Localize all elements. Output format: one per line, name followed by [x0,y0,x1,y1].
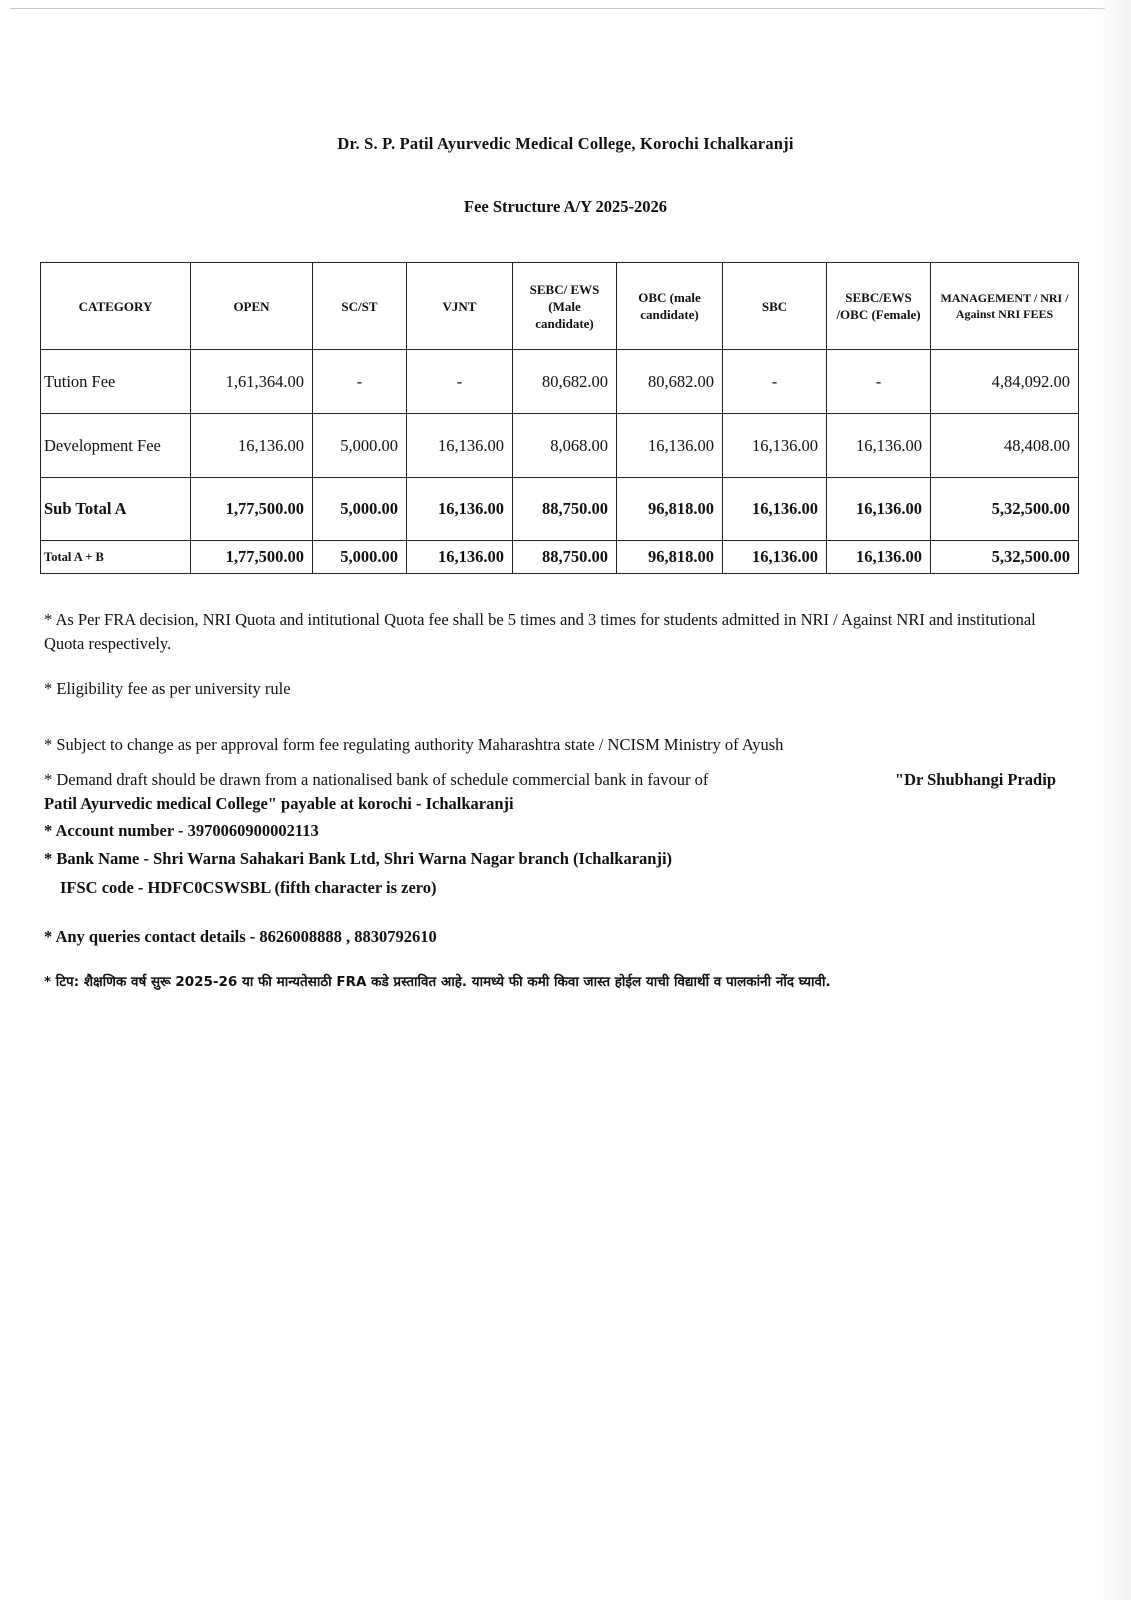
table-cell: 16,136.00 [827,478,931,541]
table-cell: - [407,350,513,414]
table-cell: - [723,350,827,414]
table-cell: 1,77,500.00 [191,478,313,541]
table-cell: 16,136.00 [407,541,513,574]
table-cell: 8,068.00 [513,414,617,478]
scan-edge-shadow [1091,0,1131,1600]
college-name: Dr. S. P. Patil Ayurvedic Medical College, Korochi Ichalkaranji [337,134,794,153]
table-header-row [41,263,1079,350]
contact-details: * Any queries contact details - 8626008888 , 8830792610 [44,927,437,946]
table-row-sub-total [41,478,1079,541]
column-header: OBC (male candidate) [617,263,723,350]
table-cell: 16,136.00 [407,414,513,478]
table-cell: 96,818.00 [617,478,723,541]
row-label: Development Fee [41,414,191,478]
table-cell: 16,136.00 [723,414,827,478]
table-cell: 80,682.00 [617,350,723,414]
table-cell: 5,000.00 [313,478,407,541]
column-header: SEBC/ EWS (Male candidate) [513,263,617,350]
note-eligibility: * Eligibility fee as per university rule [44,679,291,698]
column-header: SC/ST [313,263,407,350]
table-cell: 1,77,500.00 [191,541,313,574]
column-header: MANAGEMENT / NRI / Against NRI FEES [931,263,1079,350]
table-cell: 16,136.00 [191,414,313,478]
marathi-note: * टिप: शैक्षणिक वर्ष सुरू 2025-26 या फी मान्यतेसाठी FRA कडे प्रस्तावित आहे. यामध्ये फी कमी किवा जास्त होईल याची विद्यार्थी व पालकांनी नोंद घ्यावी. [44,974,831,990]
demand-draft-text: * Demand draft should be drawn from a nationalised bank of schedule commercial bank in favour of [44,770,709,789]
table-cell: 16,136.00 [827,541,931,574]
table-cell: 16,136.00 [827,414,931,478]
table-cell: 16,136.00 [407,478,513,541]
table-cell: 4,84,092.00 [931,350,1079,414]
scan-top-border [10,8,1105,9]
note-fra-quota: * As Per FRA decision, NRI Quota and intitutional Quota fee shall be 5 times and 3 times for students admitted in NRI / Against NRI and institutional Quota respectively. [44,610,1036,653]
column-header: SEBC/EWS /OBC (Female) [827,263,931,350]
table-cell: 16,136.00 [723,541,827,574]
account-number: * Account number - 3970060900002113 [44,821,319,840]
demand-draft-payee: "Dr Shubhangi Pradip [894,770,1056,789]
table-cell: - [827,350,931,414]
document-subtitle: Fee Structure A/Y 2025-2026 [463,197,667,216]
row-label: Total A + B [41,541,191,574]
column-header: CATEGORY [41,263,191,350]
table-row-tution-fee [41,350,1079,414]
table-cell: 5,000.00 [313,414,407,478]
note-demand-draft [44,768,1054,792]
row-label: Sub Total A [41,478,191,541]
table-cell: 5,32,500.00 [931,478,1079,541]
column-header: SBC [723,263,827,350]
row-label: Tution Fee [41,350,191,414]
column-header: VJNT [407,263,513,350]
table-cell: 88,750.00 [513,478,617,541]
table-cell: - [313,350,407,414]
table-cell: 5,000.00 [313,541,407,574]
table-cell: 16,136.00 [617,414,723,478]
table-row-development-fee [41,414,1079,478]
table-cell: 1,61,364.00 [191,350,313,414]
table-cell: 80,682.00 [513,350,617,414]
fee-structure-table [40,262,1079,574]
table-row-total [41,541,1079,574]
table-cell: 5,32,500.00 [931,541,1079,574]
ifsc-code: IFSC code - HDFC0CSWSBL (fifth character is zero) [60,878,437,897]
table-cell: 96,818.00 [617,541,723,574]
column-header: OPEN [191,263,313,350]
bank-name: * Bank Name - Shri Warna Sahakari Bank Ltd, Shri Warna Nagar branch (Ichalkaranji) [44,849,673,868]
table-cell: 88,750.00 [513,541,617,574]
table-cell: 16,136.00 [723,478,827,541]
demand-draft-payee-cont: Patil Ayurvedic medical College" payable at korochi - Ichalkaranji [44,794,514,813]
table-cell: 48,408.00 [931,414,1079,478]
note-subject-to-change: * Subject to change as per approval form fee regulating authority Maharashtra state / NCISM Ministry of Ayush [44,735,784,754]
